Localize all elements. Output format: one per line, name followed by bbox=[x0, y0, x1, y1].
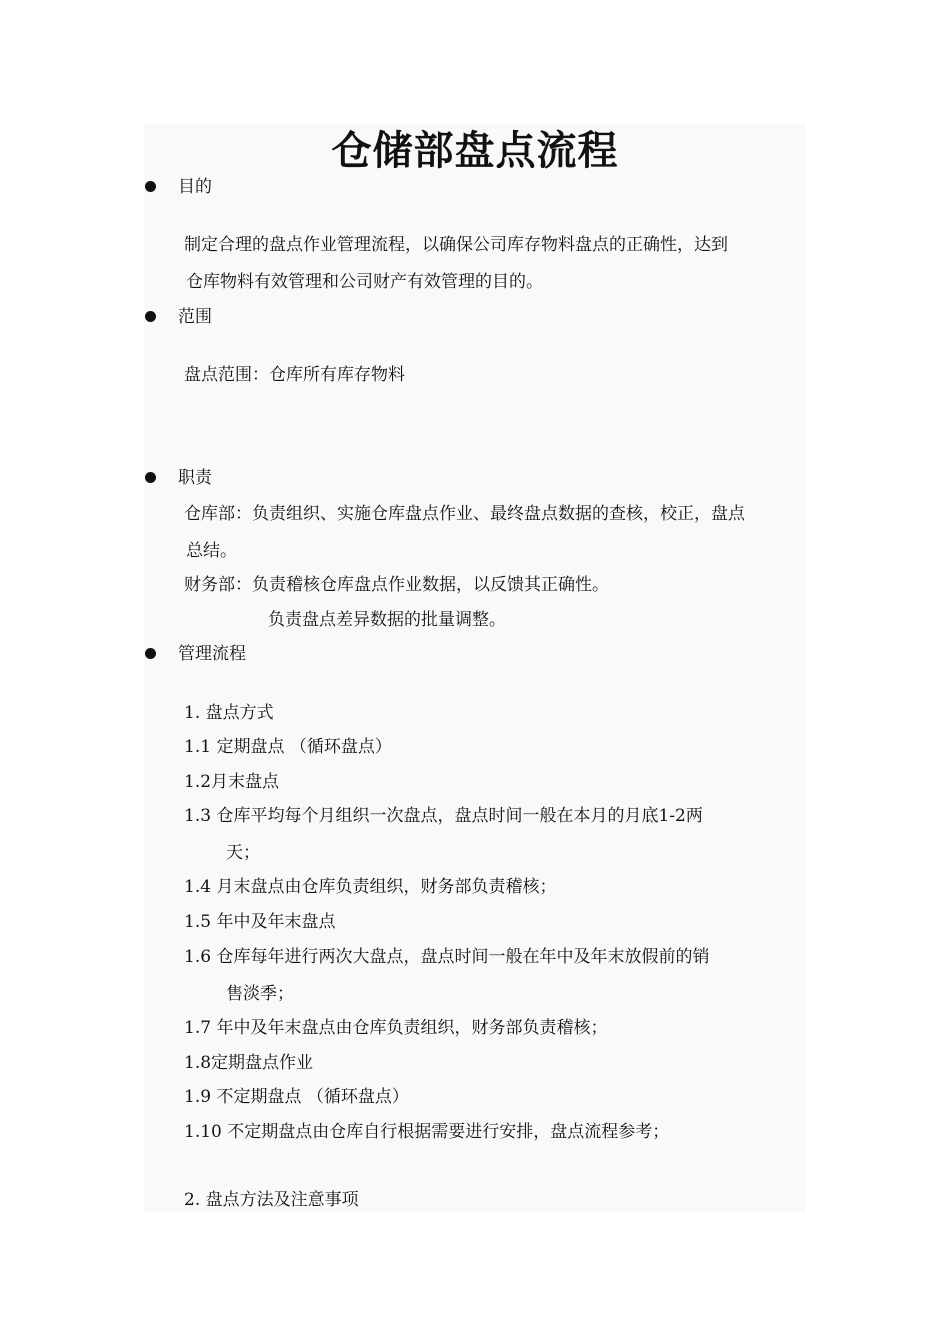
process-item: 1.10 不定期盘点由仓库自行根据需要进行安排，盘点流程参考； bbox=[184, 1122, 670, 1142]
purpose-text-line1: 制定合理的盘点作业管理流程，以确保公司库存物料盘点的正确性，达到 bbox=[184, 235, 728, 255]
section-heading-process: 管理流程 bbox=[178, 644, 246, 664]
process-item: 1.2月末盘点 bbox=[184, 772, 280, 792]
section-heading-scope: 范围 bbox=[178, 307, 212, 327]
process-item: 1. 盘点方式 bbox=[184, 703, 274, 723]
duty-text-line2: 总结。 bbox=[186, 541, 237, 561]
document-title: 仓储部盘点流程 bbox=[331, 127, 619, 174]
process-item: 天； bbox=[226, 843, 260, 863]
duty-text-line4: 负责盘点差异数据的批量调整。 bbox=[268, 610, 506, 630]
bullet-icon bbox=[145, 311, 156, 322]
process-item: 1.3 仓库平均每个月组织一次盘点，盘点时间一般在本月的月底1-2两 bbox=[184, 806, 703, 826]
duty-text-line1: 仓库部：负责组织、实施仓库盘点作业、最终盘点数据的查核，校正，盘点 bbox=[184, 504, 745, 524]
process-item: 1.6 仓库每年进行两次大盘点，盘点时间一般在年中及年末放假前的销 bbox=[184, 947, 710, 967]
process-item: 售淡季； bbox=[226, 984, 294, 1004]
process-item: 2. 盘点方法及注意事项 bbox=[184, 1190, 359, 1210]
duty-text-line3: 财务部：负责稽核仓库盘点作业数据，以反馈其正确性。 bbox=[184, 575, 609, 595]
bullet-icon bbox=[145, 181, 156, 192]
section-heading-purpose: 目的 bbox=[178, 177, 212, 197]
process-item: 1.4 月末盘点由仓库负责组织，财务部负责稽核； bbox=[184, 877, 557, 897]
process-item: 1.8定期盘点作业 bbox=[184, 1053, 314, 1073]
process-item: 1.7 年中及年末盘点由仓库负责组织，财务部负责稽核； bbox=[184, 1018, 608, 1038]
bullet-icon bbox=[145, 648, 156, 659]
process-item: 1.9 不定期盘点 （循环盘点） bbox=[184, 1087, 409, 1107]
process-item: 1.1 定期盘点 （循环盘点） bbox=[184, 737, 392, 757]
scope-text-line1: 盘点范围：仓库所有库存物料 bbox=[184, 365, 405, 385]
bullet-icon bbox=[145, 472, 156, 483]
process-item: 1.5 年中及年末盘点 bbox=[184, 912, 336, 932]
purpose-text-line2: 仓库物料有效管理和公司财产有效管理的目的。 bbox=[186, 272, 543, 292]
section-heading-duty: 职责 bbox=[178, 468, 212, 488]
